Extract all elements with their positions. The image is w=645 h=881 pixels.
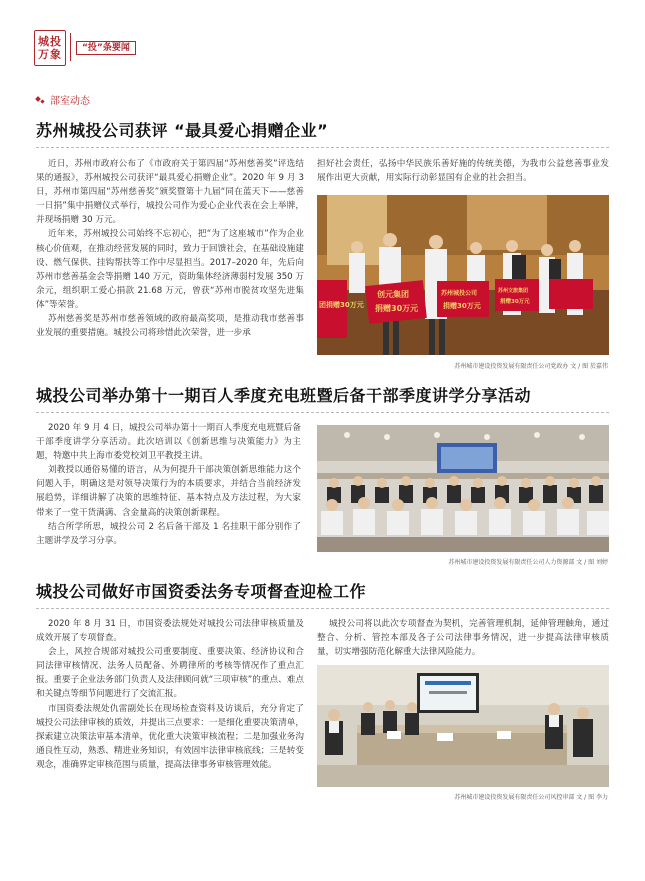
logo-line-2: 万象 [38, 48, 62, 61]
charity-ceremony-photo [317, 195, 609, 355]
article-2-rule [36, 412, 609, 413]
article-1-paragraph-1: 近日，苏州市政府公布了《市政府关于第四届“苏州慈善奖”评选结果的通报》，苏州城投公司获评“最具爱心捐赠企业”。2020 年 9 月 3 日，苏州市第四届“苏州慈善奖”颁奖暨第十九届“同在蓝天下——慈善一日捐”集中捐赠仪式举行，城投公司作为爱心企业代表在会上举牌，并现场捐赠 30 万元。 [36, 159, 304, 226]
section-label-text: 部室动态 [50, 96, 90, 107]
diamond-icon [36, 95, 46, 105]
magazine-logo [34, 30, 66, 66]
article-3-caption: 苏州城市建设投资发展有限责任公司风控审部 文 / 图 李力 [454, 794, 608, 801]
article-3-paragraph-2: 会上，风控合规部对城投公司重要制度、重要决策、经济协议和合同法律审核情况、法务人员配备、外聘律所的考核等情况作了重点汇报。重要子企业法务部门负责人及法律顾问就“三项审核”的重点、难点和关键点等细节问题进行了交流汇报。 [36, 647, 304, 700]
legal-inspection-photo [317, 665, 609, 787]
sign-right-line-1: 苏州城投公司 [441, 290, 478, 297]
sign-center-line-1: 创元集团 [377, 290, 409, 299]
header-divider [70, 33, 71, 61]
column-badge: “投”条要闻 [76, 41, 136, 55]
sign-right-line-2: 捐赠30万元 [443, 302, 481, 310]
article-3-body [36, 617, 304, 772]
article-3-rule [36, 608, 609, 609]
article-2-caption: 苏州城市建设投资发展有限责任公司人力资源部 文 / 图 刘婷 [448, 559, 608, 566]
article-1-rule [36, 147, 609, 148]
article-3-body-right [317, 617, 609, 659]
sign-far-line-2: 捐赠30万元 [500, 299, 530, 305]
article-1-paragraph-2: 近年来，苏州城投公司始终不忘初心，把“为了这座城市”作为企业核心价值观，在推动经营发展的同时，致力于回馈社会，在基础设施建设、燃气保供、挂钩帮扶等工作中尽显担当。2017–2020 年，先后向苏州市慈善基金会等捐赠 140 万元，资助集体经济薄弱村发展 350 万余元，组织职工爱心捐款 21.68 万元，曾获“苏州市脱贫攻坚先进集体”等荣誉。 [36, 229, 304, 310]
article-2-paragraph-1: 2020 年 9 月 4 日，城投公司举办第十一期百人季度充电班暨后备干部季度讲学分享活动。此次培训以《创新思维与决策能力》为主题，特邀中共上海市委党校刘卫平教授主讲。 [36, 423, 301, 462]
sign-left-text: 团捐赠30万元 [319, 301, 364, 309]
article-1-caption: 苏州城市建设投资发展有限责任公司党政办 文 / 图 於嘉伟 [454, 363, 608, 370]
article-2-body [36, 421, 301, 548]
article-3-paragraph-1: 2020 年 8 月 31 日，市国资委法规处对城投公司法律审核质量及成效开展了专项督查。 [36, 619, 304, 644]
sign-center-line-2: 捐赠30万元 [375, 304, 419, 313]
article-1-paragraph-3: 苏州慈善奖是苏州市慈善领域的政府最高奖项，是推动我市慈善事业发展的重要措施。城投公司将珍惜此次荣誉，进一步承 [36, 314, 304, 339]
article-1-title: 苏州城投公司获评 “最具爱心捐赠企业” [36, 121, 329, 140]
article-1-body [36, 157, 304, 340]
section-label [36, 92, 90, 107]
article-3-paragraph-3: 市国资委法规处仇雷副处长在现场检查资料及访谈后，充分肯定了城投公司法律审核的质效，并提出三点要求：一是细化重要决策清单，探索建立决策法审基本清单，优化重大决策审核流程；二是加强业务沟通良性互动，熟悉、精进业务知识，有效固牢法律审核底线；三是转变观念，准确界定审核范围与质量，提高法律事务审核管理效能。 [36, 703, 304, 770]
logo-line-1: 城投 [38, 35, 62, 48]
article-2-paragraph-2: 刘教授以通俗易懂的语言，从为何提升干部决策创新思维能力这个问题入手，明确这是对领导决策行为的本质要求，并结合当前经济发展趋势，详细讲解了决策的思维特征、基本特点及方法过程，为大家带来了一堂干货满满、含金量高的决策创新课程。 [36, 465, 301, 518]
article-1-paragraph-cont: 担好社会责任，弘扬中华民族乐善好施的传统美德，为我市公益慈善事业发展作出更大贡献，用实际行动彰显国有企业的社会担当。 [317, 159, 609, 184]
article-2-title: 城投公司举办第十一期百人季度充电班暨后备干部季度讲学分享活动 [36, 386, 532, 405]
article-3-title: 城投公司做好市国资委法务专项督查迎检工作 [36, 582, 367, 601]
article-2-paragraph-3: 结合所学所思，城投公司 2 名后备干部及 1 名挂职干部分别作了主题讲学及学习分享。 [36, 521, 301, 546]
article-3-paragraph-right: 城投公司将以此次专项督查为契机，完善管理机制，延伸管理触角，通过整合、分析、管控本部及各子公司法律事务情况，进一步提高法律审核质量，切实增强防范化解重大法律风险能力。 [317, 619, 609, 658]
training-session-photo [317, 425, 609, 552]
article-1-body-right [317, 157, 609, 185]
sign-far-line-1: 苏州文旅集团 [498, 288, 529, 294]
